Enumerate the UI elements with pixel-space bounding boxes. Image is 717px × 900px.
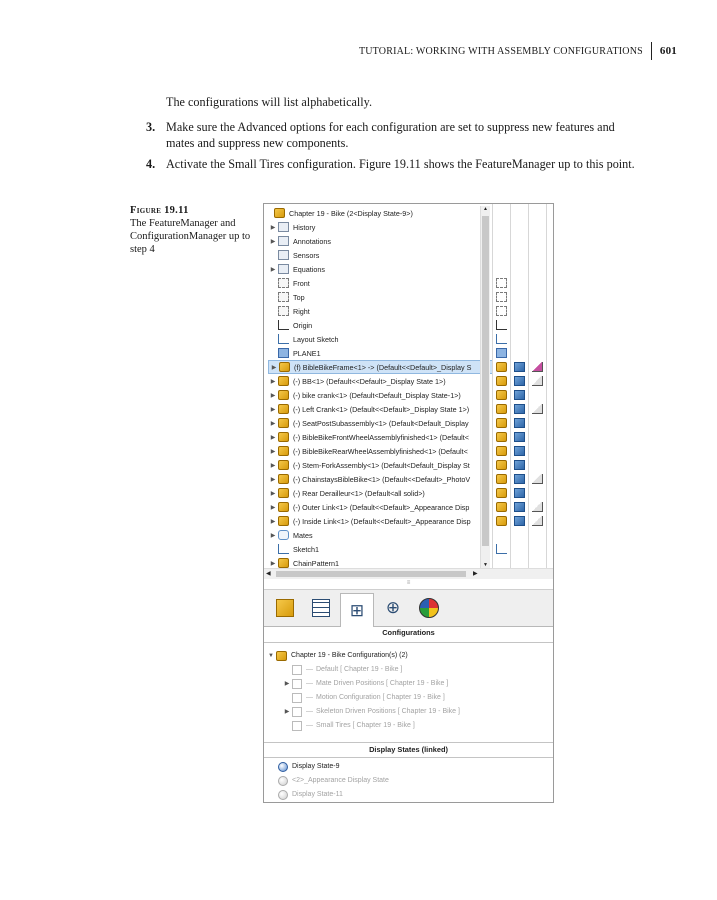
config-item-mate-driven[interactable]: ▶ — Mate Driven Positions [ Chapter 19 - Bike ]: [282, 677, 448, 690]
sketch-visibility-icon: [496, 544, 507, 554]
config-item-motion[interactable]: — Motion Configuration [ Chapter 19 - Bike ]: [282, 691, 445, 704]
assembly-icon: [278, 390, 289, 400]
config-item-small-tires[interactable]: — Small Tires [ Chapter 19 - Bike ]: [282, 719, 415, 732]
expand-arrow-icon[interactable]: ▶: [270, 476, 276, 483]
tree-root[interactable]: Chapter 19 - Bike (2<Display State-9>): [264, 206, 492, 220]
annotations-icon: [278, 236, 289, 246]
scroll-right-icon[interactable]: ▶: [473, 571, 478, 577]
sensors-icon: [278, 250, 289, 260]
assembly-icon: [278, 460, 289, 470]
appearance-icon[interactable]: [532, 516, 543, 526]
manager-tabs: [264, 589, 553, 627]
config-columns: [492, 204, 553, 568]
expand-arrow-icon[interactable]: ▶: [284, 709, 290, 715]
collapse-arrow-icon[interactable]: ▼: [268, 652, 274, 659]
part-icon: [278, 474, 289, 484]
tree-layout-sketch[interactable]: Layout Sketch: [268, 332, 492, 346]
assembly-icon: [278, 418, 289, 428]
divider: [264, 757, 553, 758]
step-text: Activate the Small Tires configuration. Figure 19.11 shows the FeatureManager up to this point.: [166, 157, 635, 171]
display-states-header: Display States (linked): [369, 745, 448, 754]
property-list-icon: [312, 599, 330, 617]
configuration-icon: [292, 707, 302, 717]
tree-front-plane[interactable]: Front: [268, 276, 492, 290]
display-mode-icon[interactable]: [514, 404, 525, 414]
tree-chainstays[interactable]: ▶ (-) ChainstaysBibleBike<1> (Default<<Default>_PhotoV: [268, 472, 492, 486]
assembly-icon: [276, 651, 287, 661]
appearance-icon[interactable]: [532, 376, 543, 386]
display-mode-icon[interactable]: [514, 474, 525, 484]
feature-manager-pane: [264, 204, 553, 579]
display-mode-icon[interactable]: [514, 362, 525, 372]
header-title: TUTORIAL: WORKING WITH ASSEMBLY CONFIGURATIONS: [358, 45, 643, 57]
cube-icon: [276, 599, 294, 617]
component-visibility-icon[interactable]: [496, 432, 507, 442]
scroll-up-icon[interactable]: ▲: [483, 206, 488, 212]
tree-plane1[interactable]: PLANE1: [268, 346, 492, 360]
assembly-icon: [278, 446, 289, 456]
expand-arrow-icon[interactable]: ▶: [270, 266, 276, 273]
page-number: 601: [659, 45, 677, 57]
display-mode-icon[interactable]: [514, 446, 525, 456]
plane-icon: [278, 306, 289, 316]
figure-caption: [130, 204, 255, 256]
component-visibility-icon[interactable]: [496, 418, 507, 428]
component-visibility-icon[interactable]: [496, 474, 507, 484]
expand-arrow-icon[interactable]: ▶: [270, 224, 276, 231]
sketch-icon: [278, 334, 289, 344]
configurations-header: Configurations: [382, 628, 435, 637]
appearance-icon[interactable]: [532, 404, 543, 414]
plane-icon: [278, 278, 289, 288]
expand-arrow-icon[interactable]: ▶: [270, 420, 276, 427]
tree-bb[interactable]: ▶ (-) BB<1> (Default<<Default>_Display State 1>): [268, 374, 492, 388]
running-header: [359, 42, 677, 60]
tree-equations[interactable]: ▶ Equations: [268, 262, 492, 276]
expand-arrow-icon[interactable]: ▶: [270, 238, 276, 245]
tree-top-plane[interactable]: Top: [268, 290, 492, 304]
appearance-icon[interactable]: [532, 502, 543, 512]
display-mode-icon[interactable]: [514, 488, 525, 498]
display-state-9[interactable]: Display State-9: [278, 760, 339, 773]
figure-label: Figure 19.11: [130, 205, 189, 216]
display-state-icon: [278, 762, 288, 772]
tree-rear-wheel[interactable]: ▶ (-) BibleBikeRearWheelAssemblyfinished<1> (Default<: [268, 444, 492, 458]
expand-arrow-icon[interactable]: ▶: [270, 392, 276, 399]
appearance-icon[interactable]: [532, 474, 543, 484]
step-3: [146, 120, 646, 151]
tree-sensors[interactable]: Sensors: [268, 248, 492, 262]
configuration-icon: [292, 693, 302, 703]
tree-seat-post[interactable]: ▶ (-) SeatPostSubassembly<1> (Default<Default_Display: [268, 416, 492, 430]
scroll-down-icon[interactable]: ▼: [483, 562, 488, 568]
plane-visibility-icon: [496, 278, 507, 288]
display-mode-icon[interactable]: [514, 390, 525, 400]
plane-visibility-icon: [496, 306, 507, 316]
configuration-icon: [292, 721, 302, 731]
tree-mates[interactable]: ▶ Mates: [268, 528, 492, 542]
plane-icon: [278, 348, 289, 358]
tree-sketch1[interactable]: Sketch1: [268, 542, 492, 556]
display-mode-icon[interactable]: [514, 502, 525, 512]
expand-arrow-icon[interactable]: ▶: [270, 406, 276, 413]
config-root[interactable]: ▼ Chapter 19 - Bike Configuration(s) (2): [266, 649, 408, 662]
column-divider: [528, 204, 529, 568]
history-icon: [278, 222, 289, 232]
step-text: Make sure the Advanced options for each configuration are set to suppress new features and mates and suppress new components.: [166, 120, 615, 150]
tree-annotations[interactable]: ▶ Annotations: [268, 234, 492, 248]
expand-arrow-icon[interactable]: ▶: [284, 681, 290, 687]
display-state-appearance[interactable]: <2>_Appearance Display State: [278, 774, 389, 787]
expand-arrow-icon[interactable]: ▶: [270, 448, 276, 455]
assembly-icon: [278, 488, 289, 498]
expand-arrow-icon[interactable]: ▶: [270, 560, 276, 567]
config-item-default[interactable]: — Default [ Chapter 19 - Bike ]: [282, 663, 402, 676]
tree-stem-fork[interactable]: ▶ (-) Stem-ForkAssembly<1> (Default<Default_Display St: [268, 458, 492, 472]
body-paragraph: The configurations will list alphabetically.: [166, 95, 373, 109]
display-state-11[interactable]: Display State-11: [278, 788, 343, 801]
scroll-thumb[interactable]: [276, 571, 466, 577]
display-mode-icon[interactable]: [514, 460, 525, 470]
plane-visibility-icon: [496, 348, 507, 358]
column-divider: [510, 204, 511, 568]
horizontal-scrollbar[interactable]: [264, 568, 553, 579]
pattern-icon: [278, 558, 289, 568]
component-visibility-icon[interactable]: [496, 404, 507, 414]
display-manager-icon: [419, 598, 439, 618]
tree-bible-bike-frame[interactable]: ▶ (f) BibleBikeFrame<1> -> (Default<<Default>_Display S: [268, 360, 492, 374]
plane-visibility-icon: [496, 292, 507, 302]
equations-icon: [278, 264, 289, 274]
component-visibility-icon[interactable]: [496, 376, 507, 386]
tree-origin[interactable]: Origin: [268, 318, 492, 332]
origin-icon: [278, 320, 289, 330]
component-visibility-icon[interactable]: [496, 460, 507, 470]
tree-right-plane[interactable]: Right: [268, 304, 492, 318]
divider: [264, 742, 553, 743]
step-4: [146, 157, 646, 173]
tree-history[interactable]: ▶ History: [268, 220, 492, 234]
part-icon: [278, 516, 289, 526]
tab-property-manager[interactable]: [304, 593, 338, 623]
appearance-icon[interactable]: [532, 362, 543, 372]
feature-tree: [264, 204, 492, 568]
sketch-visibility-icon: [496, 334, 507, 344]
expand-arrow-icon[interactable]: ▶: [270, 504, 276, 511]
solidworks-screenshot: [263, 203, 554, 803]
component-visibility-icon[interactable]: [496, 516, 507, 526]
display-mode-icon[interactable]: [514, 418, 525, 428]
configuration-icon: [292, 679, 302, 689]
tab-display-manager[interactable]: [412, 593, 446, 623]
component-visibility-icon[interactable]: [496, 446, 507, 456]
part-icon: [278, 502, 289, 512]
expand-arrow-icon[interactable]: ▶: [271, 364, 277, 371]
tree-bike-crank[interactable]: ▶ (-) bike crank<1> (Default<Default_Display State-1>): [268, 388, 492, 402]
pane-splitter[interactable]: ≡: [406, 580, 411, 586]
expand-arrow-icon[interactable]: ▶: [270, 490, 276, 497]
scroll-thumb[interactable]: [482, 216, 489, 546]
configuration-icon: ⊞: [349, 600, 365, 620]
tree-left-crank[interactable]: ▶ (-) Left Crank<1> (Default<<Default>_Display State 1>): [268, 402, 492, 416]
divider: [264, 642, 553, 643]
step-number: 4.: [146, 157, 156, 171]
component-visibility-icon[interactable]: [496, 502, 507, 512]
mates-icon: [278, 530, 289, 540]
expand-arrow-icon[interactable]: ▶: [270, 518, 276, 525]
tab-feature-manager[interactable]: [268, 593, 302, 623]
origin-visibility-icon: [496, 320, 507, 330]
step-number: 3.: [146, 120, 156, 134]
tab-configuration-manager[interactable]: [340, 593, 374, 627]
display-state-icon: [278, 776, 288, 786]
tree-chain-pattern[interactable]: ▶ ChainPattern1: [268, 556, 492, 568]
figure-caption-text: The FeatureManager and ConfigurationManager up to step 4: [130, 218, 251, 255]
part-icon: [278, 376, 289, 386]
crosshair-icon: ⊕: [385, 598, 401, 617]
configuration-icon: [292, 665, 302, 675]
tree-front-wheel[interactable]: ▶ (-) BibleBikeFrontWheelAssemblyfinished<1> (Default<: [268, 430, 492, 444]
display-mode-icon[interactable]: [514, 432, 525, 442]
display-mode-icon[interactable]: [514, 516, 525, 526]
expand-arrow-icon[interactable]: ▶: [270, 462, 276, 469]
component-visibility-icon[interactable]: [496, 390, 507, 400]
vertical-scrollbar[interactable]: [480, 206, 490, 568]
component-visibility-icon[interactable]: [496, 488, 507, 498]
expand-arrow-icon[interactable]: ▶: [270, 532, 276, 539]
tree-inside-link[interactable]: ▶ (-) Inside Link<1> (Default<<Default>_Appearance Disp: [268, 514, 492, 528]
plane-icon: [278, 292, 289, 302]
column-divider: [492, 204, 493, 568]
assembly-icon: [274, 208, 285, 218]
sketch-icon: [278, 544, 289, 554]
tree-outer-link[interactable]: ▶ (-) Outer Link<1> (Default<<Default>_Appearance Disp: [268, 500, 492, 514]
scroll-left-icon[interactable]: ◀: [266, 571, 271, 577]
tab-dimxpert-manager[interactable]: [376, 593, 410, 623]
expand-arrow-icon[interactable]: ▶: [270, 378, 276, 385]
assembly-icon: [278, 432, 289, 442]
component-visibility-icon[interactable]: [496, 362, 507, 372]
part-icon: [279, 362, 290, 372]
column-divider: [546, 204, 547, 568]
display-state-icon: [278, 790, 288, 800]
config-item-skeleton-driven[interactable]: ▶ — Skeleton Driven Positions [ Chapter 19 - Bike ]: [282, 705, 460, 718]
expand-arrow-icon[interactable]: ▶: [270, 434, 276, 441]
part-icon: [278, 404, 289, 414]
display-mode-icon[interactable]: [514, 376, 525, 386]
tree-rear-derailleur[interactable]: ▶ (-) Rear Derailleur<1> (Default<all solid>): [268, 486, 492, 500]
